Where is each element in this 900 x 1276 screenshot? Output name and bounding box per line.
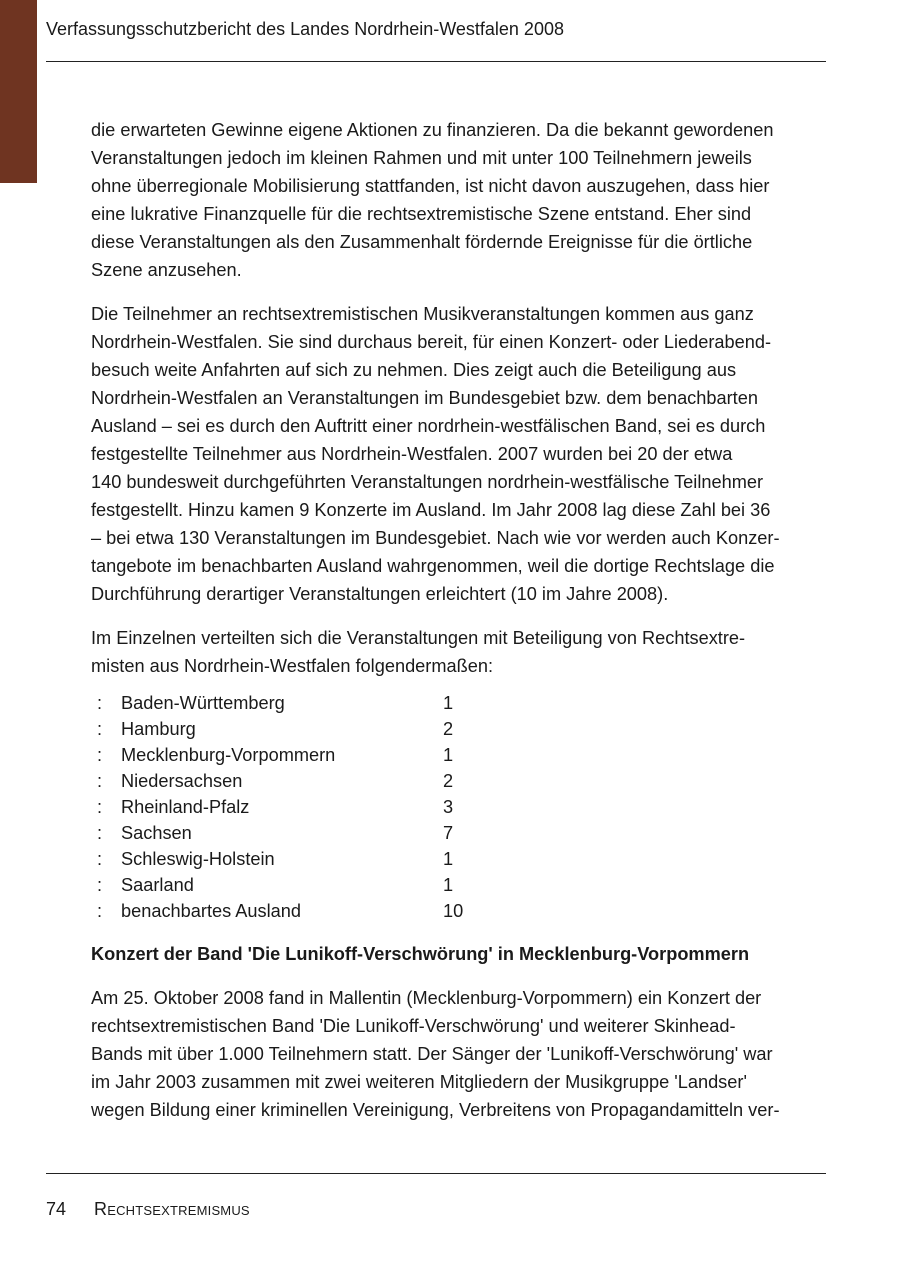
footer-rule <box>46 1173 826 1174</box>
state-name: Saarland <box>121 875 194 895</box>
list-bullet: : <box>97 745 103 765</box>
list-bullet: : <box>97 875 103 895</box>
state-name: benachbartes Ausland <box>121 901 301 921</box>
paragraph-2 <box>91 300 831 608</box>
list-item <box>91 846 831 872</box>
text-line: Bands mit über 1.000 Teilnehmern statt. Der Sänger der 'Lunikoff-Verschwörung' war <box>91 1044 773 1064</box>
list-item <box>91 742 831 768</box>
state-name: Sachsen <box>121 823 192 843</box>
text-line: festgestellt. Hinzu kamen 9 Konzerte im Ausland. Im Jahr 2008 lag diese Zahl bei 36 <box>91 500 771 520</box>
list-bullet: : <box>97 797 103 817</box>
paragraph-3 <box>91 624 831 680</box>
text-line: tangebote im benachbarten Ausland wahrgenommen, weil die dortige Rechtslage die <box>91 556 775 576</box>
text-line: 140 bundesweit durchgeführten Veranstaltungen nordrhein-westfälische Teilnehmer <box>91 472 764 492</box>
text-line: ohne überregionale Mobilisierung stattfanden, ist nicht davon auszugehen, dass hier <box>91 176 770 196</box>
running-header: Verfassungsschutzbericht des Landes Nordrhein-Westfalen 2008 <box>46 19 564 39</box>
state-name: Hamburg <box>121 719 196 739</box>
list-item <box>91 898 831 924</box>
text-line: Nordrhein-Westfalen an Veranstaltungen im Bundesgebiet bzw. dem benachbarten <box>91 388 758 408</box>
text-line: misten aus Nordrhein-Westfalen folgendermaßen: <box>91 656 494 676</box>
list-bullet: : <box>97 901 103 921</box>
text-line: besuch weite Anfahrten auf sich zu nehmen. Dies zeigt auch die Beteiligung aus <box>91 360 737 380</box>
text-line: Szene anzusehen. <box>91 260 242 280</box>
text-line: rechtsextremistischen Band 'Die Lunikoff-Verschwörung' und weiterer Skinhead- <box>91 1016 736 1036</box>
state-count: 1 <box>443 745 454 765</box>
text-line: diese Veranstaltungen als den Zusammenhalt fördernde Ereignisse für die örtliche <box>91 232 753 252</box>
text-line: Durchführung derartiger Veranstaltungen erleichtert (10 im Jahre 2008). <box>91 584 669 604</box>
text-line: wegen Bildung einer kriminellen Vereinigung, Verbreitens von Propagandamitteln ver- <box>91 1100 780 1120</box>
text-line: die erwarteten Gewinne eigene Aktionen zu finanzieren. Da die bekannt gewordenen <box>91 120 774 140</box>
list-item <box>91 872 831 898</box>
list-bullet: : <box>97 849 103 869</box>
text-line: Im Einzelnen verteilten sich die Veranstaltungen mit Beteiligung von Rechtsextre- <box>91 628 746 648</box>
list-item <box>91 794 831 820</box>
paragraph-4 <box>91 984 831 1124</box>
text-line: – bei etwa 130 Veranstaltungen im Bundesgebiet. Nach wie vor werden auch Konzer- <box>91 528 780 548</box>
section-heading: Konzert der Band 'Die Lunikoff-Verschwörung' in Mecklenburg-Vorpommern <box>91 944 750 964</box>
state-name: Mecklenburg-Vorpommern <box>121 745 336 765</box>
paragraph-1 <box>91 116 831 284</box>
header-rule <box>46 61 826 62</box>
text-line: Nordrhein-Westfalen. Sie sind durchaus bereit, für einen Konzert- oder Liederabend- <box>91 332 772 352</box>
list-item <box>91 768 831 794</box>
text-line: im Jahr 2003 zusammen mit zwei weiteren Mitgliedern der Musikgruppe 'Landser' <box>91 1072 747 1092</box>
list-bullet: : <box>97 771 103 791</box>
list-item <box>91 716 831 742</box>
page-number: 74 <box>46 1199 67 1219</box>
state-count: 3 <box>443 797 454 817</box>
footer-section-title: Rechtsextremismus <box>94 1199 250 1219</box>
text-line: Am 25. Oktober 2008 fand in Mallentin (Mecklenburg-Vorpommern) ein Konzert der <box>91 988 762 1008</box>
state-count: 10 <box>443 901 464 921</box>
state-list <box>91 690 831 924</box>
state-count: 1 <box>443 849 454 869</box>
list-item <box>91 690 831 716</box>
text-line: Veranstaltungen jedoch im kleinen Rahmen und mit unter 100 Teilnehmern jeweils <box>91 148 752 168</box>
list-item <box>91 820 831 846</box>
text-line: festgestellte Teilnehmer aus Nordrhein-Westfalen. 2007 wurden bei 20 der etwa <box>91 444 733 464</box>
page-body <box>91 116 831 1140</box>
state-name: Niedersachsen <box>121 771 243 791</box>
state-count: 2 <box>443 719 454 739</box>
state-count: 1 <box>443 875 454 895</box>
state-name: Baden-Württemberg <box>121 693 285 713</box>
text-line: eine lukrative Finanzquelle für die rechtsextremistische Szene entstand. Eher sind <box>91 204 752 224</box>
state-name: Rheinland-Pfalz <box>121 797 250 817</box>
state-count: 2 <box>443 771 454 791</box>
state-count: 1 <box>443 693 454 713</box>
text-line: Die Teilnehmer an rechtsextremistischen Musikveranstaltungen kommen aus ganz <box>91 304 754 324</box>
state-name: Schleswig-Holstein <box>121 849 275 869</box>
state-count: 7 <box>443 823 454 843</box>
list-bullet: : <box>97 719 103 739</box>
text-line: Ausland – sei es durch den Auftritt einer nordrhein-westfälischen Band, sei es durch <box>91 416 766 436</box>
list-bullet: : <box>97 823 103 843</box>
list-bullet: : <box>97 693 103 713</box>
chapter-color-tab <box>0 0 37 183</box>
